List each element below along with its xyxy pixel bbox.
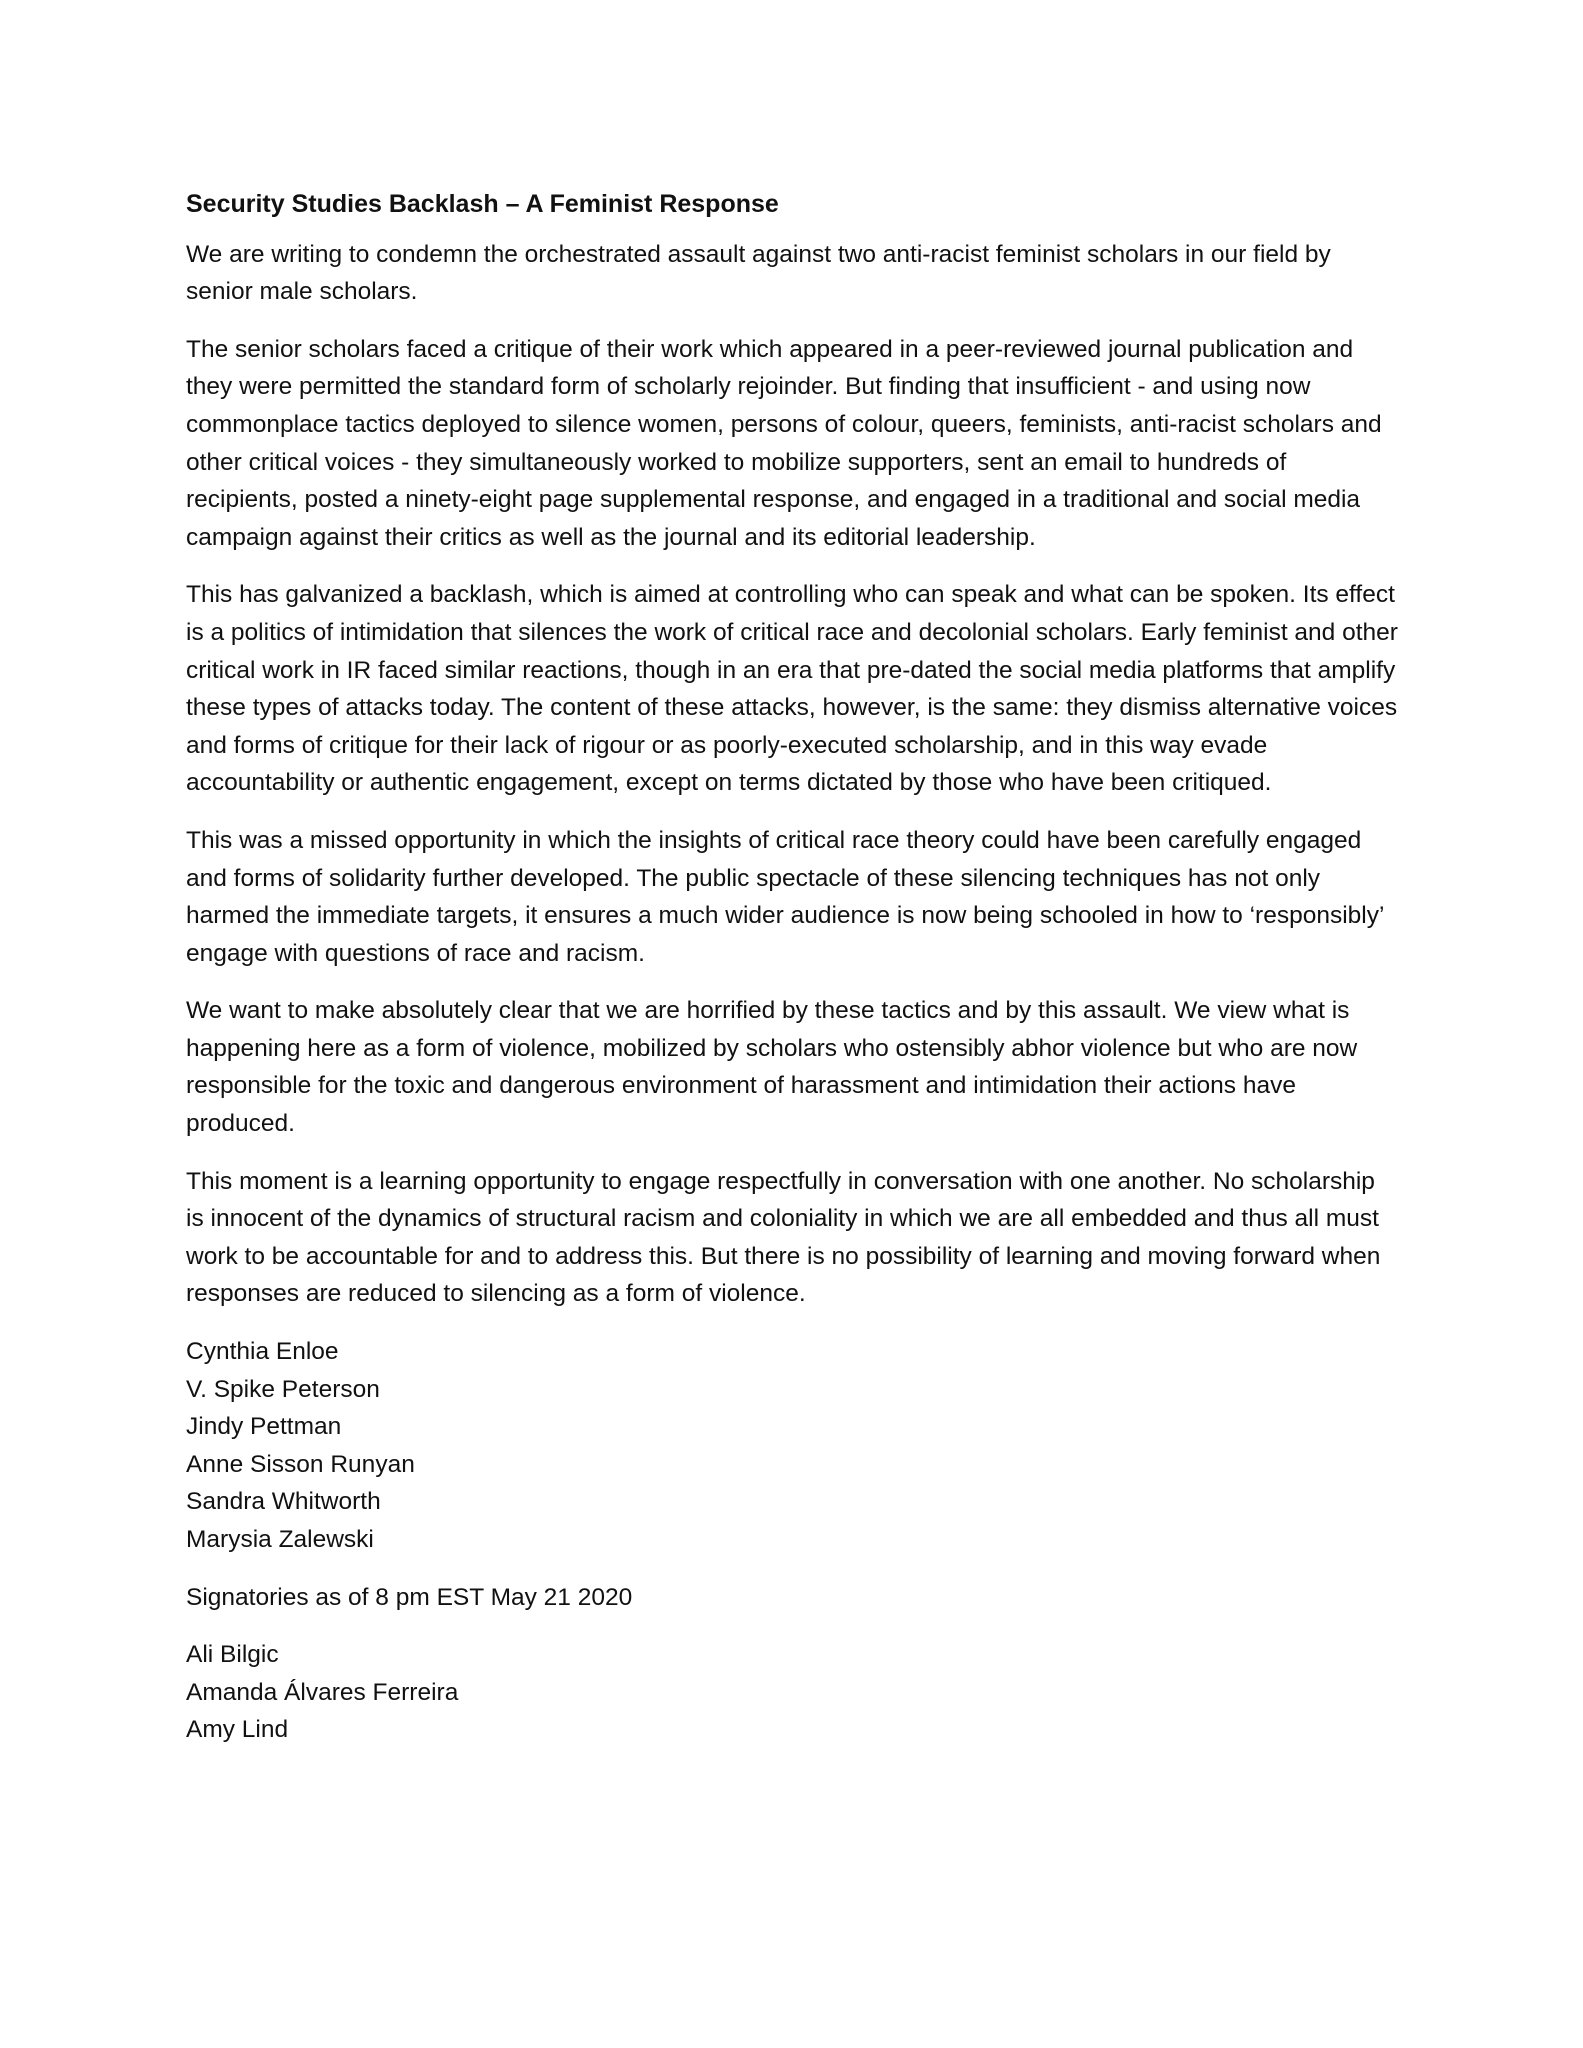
- signatory-name: Amy Lind: [186, 1716, 289, 1744]
- signatory-name: Amanda Álvares Ferreira: [186, 1678, 459, 1706]
- paragraph-5: We want to make absolutely clear that we are horrified by these tactics and by this assault. We view what is happening here as a form of violence, mobilized by scholars who ostensibly abhor violence but who are now responsible for the toxic and dangerous environment of harassment and intimidation their actions have produced.: [186, 997, 1358, 1138]
- signatory-list: [186, 1636, 1398, 1749]
- author-name: V. Spike Peterson: [186, 1375, 380, 1403]
- paragraph-1: We are writing to condemn the orchestrated assault against two anti-racist feminist scholars in our field by senior male scholars.: [186, 240, 1331, 306]
- paragraph-6: This moment is a learning opportunity to engage respectfully in conversation with one another. No scholarship is innocent of the dynamics of structural racism and coloniality in which we are all embedded and thus all must work to be accountable for and to address this. But there is no possibility of learning and moving forward when responses are reduced to silencing as a form of violence.: [186, 1167, 1381, 1308]
- document-page: [186, 186, 1398, 1769]
- paragraph-4: This was a missed opportunity in which the insights of critical race theory could have been carefully engaged and forms of solidarity further developed. The public spectacle of these silencing techniques has not only harmed the immediate targets, it ensures a much wider audience is now being schooled in how to ‘responsibly’ engage with questions of race and racism.: [186, 826, 1384, 967]
- author-name: Anne Sisson Runyan: [186, 1450, 415, 1478]
- author-list: [186, 1333, 1398, 1559]
- author-name: Marysia Zalewski: [186, 1526, 374, 1553]
- author-name: Sandra Whitworth: [186, 1488, 381, 1516]
- document-title: Security Studies Backlash – A Feminist Response: [186, 190, 779, 218]
- signatory-name: Ali Bilgic: [186, 1641, 279, 1669]
- paragraph-2: The senior scholars faced a critique of their work which appeared in a peer-reviewed journal publication and they were permitted the standard form of scholarly rejoinder. But finding that insufficient - and using now commonplace tactics deployed to silence women, persons of colour, queers, feminists, anti-racist scholars and other critical voices - they simultaneously worked to mobilize supporters, sent an email to hundreds of recipients, posted a ninety-eight page supplemental response, and engaged in a traditional and social media campaign against their critics as well as the journal and its editorial leadership.: [186, 335, 1382, 551]
- paragraph-3: This has galvanized a backlash, which is aimed at controlling who can speak and what can be spoken. Its effect is a politics of intimidation that silences the work of critical race and decolonial scholars. Early feminist and other critical work in IR faced similar reactions, though in an era that pre-dated the social media platforms that amplify these types of attacks today. The content of these attacks, however, is the same: they dismiss alternative voices and forms of critique for their lack of rigour or as poorly-executed scholarship, and in this way evade accountability or authentic engagement, except on terms dictated by those who have been critiqued.: [186, 581, 1398, 797]
- author-name: Cynthia Enloe: [186, 1338, 339, 1366]
- signatories-heading: Signatories as of 8 pm EST May 21 2020: [186, 1583, 633, 1611]
- author-name: Jindy Pettman: [186, 1413, 342, 1441]
